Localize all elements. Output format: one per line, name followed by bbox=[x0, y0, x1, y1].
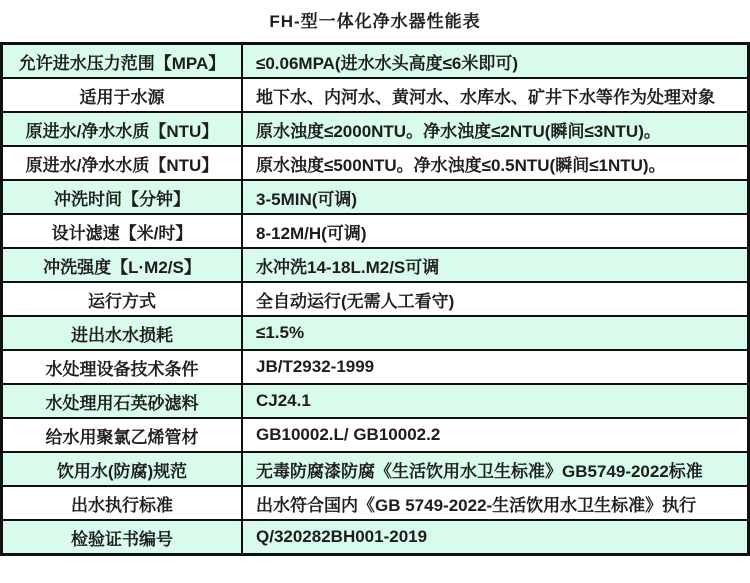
table-row bbox=[2, 384, 749, 418]
table-row bbox=[2, 112, 749, 146]
row-label: 原进水/净水水质【NTU】 bbox=[2, 112, 243, 146]
table-row bbox=[2, 282, 749, 316]
row-value: 原水浊度≤500NTU。净水浊度≤0.5NTU(瞬间≤1NTU)。 bbox=[242, 146, 749, 180]
table-row bbox=[2, 146, 749, 180]
row-label: 给水用聚氯乙烯管材 bbox=[2, 418, 243, 452]
row-label: 进出水水损耗 bbox=[2, 316, 243, 350]
row-value: 原水浊度≤2000NTU。净水浊度≤2NTU(瞬间≤3NTU)。 bbox=[242, 112, 749, 146]
row-label: 运行方式 bbox=[2, 282, 243, 316]
table-row bbox=[2, 78, 749, 112]
row-value: 8-12M/H(可调) bbox=[242, 214, 749, 248]
row-value: 出水符合国内《GB 5749-2022-生活饮用水卫生标准》执行 bbox=[242, 486, 749, 520]
table-row bbox=[2, 248, 749, 282]
row-value: 水冲洗14-18L.M2/S可调 bbox=[242, 248, 749, 282]
row-label: 出水执行标准 bbox=[2, 486, 243, 520]
row-label: 饮用水(防腐)规范 bbox=[2, 452, 243, 486]
table-row bbox=[2, 452, 749, 486]
row-label: 允许进水压力范围【MPA】 bbox=[2, 44, 243, 79]
row-value: ≤0.06MPA(进水水头高度≤6米即可) bbox=[242, 44, 749, 79]
row-value: GB10002.L/ GB10002.2 bbox=[242, 418, 749, 452]
page-title: FH-型一体化净水器性能表 bbox=[269, 12, 481, 31]
row-label: 设计滤速【米/时】 bbox=[2, 214, 243, 248]
table-row bbox=[2, 350, 749, 384]
row-label: 水处理用石英砂滤料 bbox=[2, 384, 243, 418]
table-row bbox=[2, 316, 749, 350]
row-label: 冲洗强度【L·M2/S】 bbox=[2, 248, 243, 282]
row-label: 适用于水源 bbox=[2, 78, 243, 112]
row-value: 地下水、内河水、黄河水、水库水、矿井下水等作为处理对象 bbox=[242, 78, 749, 112]
table-row bbox=[2, 180, 749, 214]
table-row bbox=[2, 520, 749, 555]
row-value: 3-5MIN(可调) bbox=[242, 180, 749, 214]
row-label: 冲洗时间【分钟】 bbox=[2, 180, 243, 214]
row-value: Q/320282BH001-2019 bbox=[242, 520, 749, 555]
row-label: 检验证书编号 bbox=[2, 520, 243, 555]
row-label: 原进水/净水水质【NTU】 bbox=[2, 146, 243, 180]
table-row bbox=[2, 44, 749, 79]
performance-table bbox=[0, 42, 750, 556]
row-value: 全自动运行(无需人工看守) bbox=[242, 282, 749, 316]
table-row bbox=[2, 418, 749, 452]
row-label: 水处理设备技术条件 bbox=[2, 350, 243, 384]
table-row bbox=[2, 486, 749, 520]
performance-table-body bbox=[2, 44, 749, 555]
table-row bbox=[2, 214, 749, 248]
row-value: JB/T2932-1999 bbox=[242, 350, 749, 384]
row-value: ≤1.5% bbox=[242, 316, 749, 350]
row-value: CJ24.1 bbox=[242, 384, 749, 418]
row-value: 无毒防腐漆防腐《生活饮用水卫生标准》GB5749-2022标准 bbox=[242, 452, 749, 486]
